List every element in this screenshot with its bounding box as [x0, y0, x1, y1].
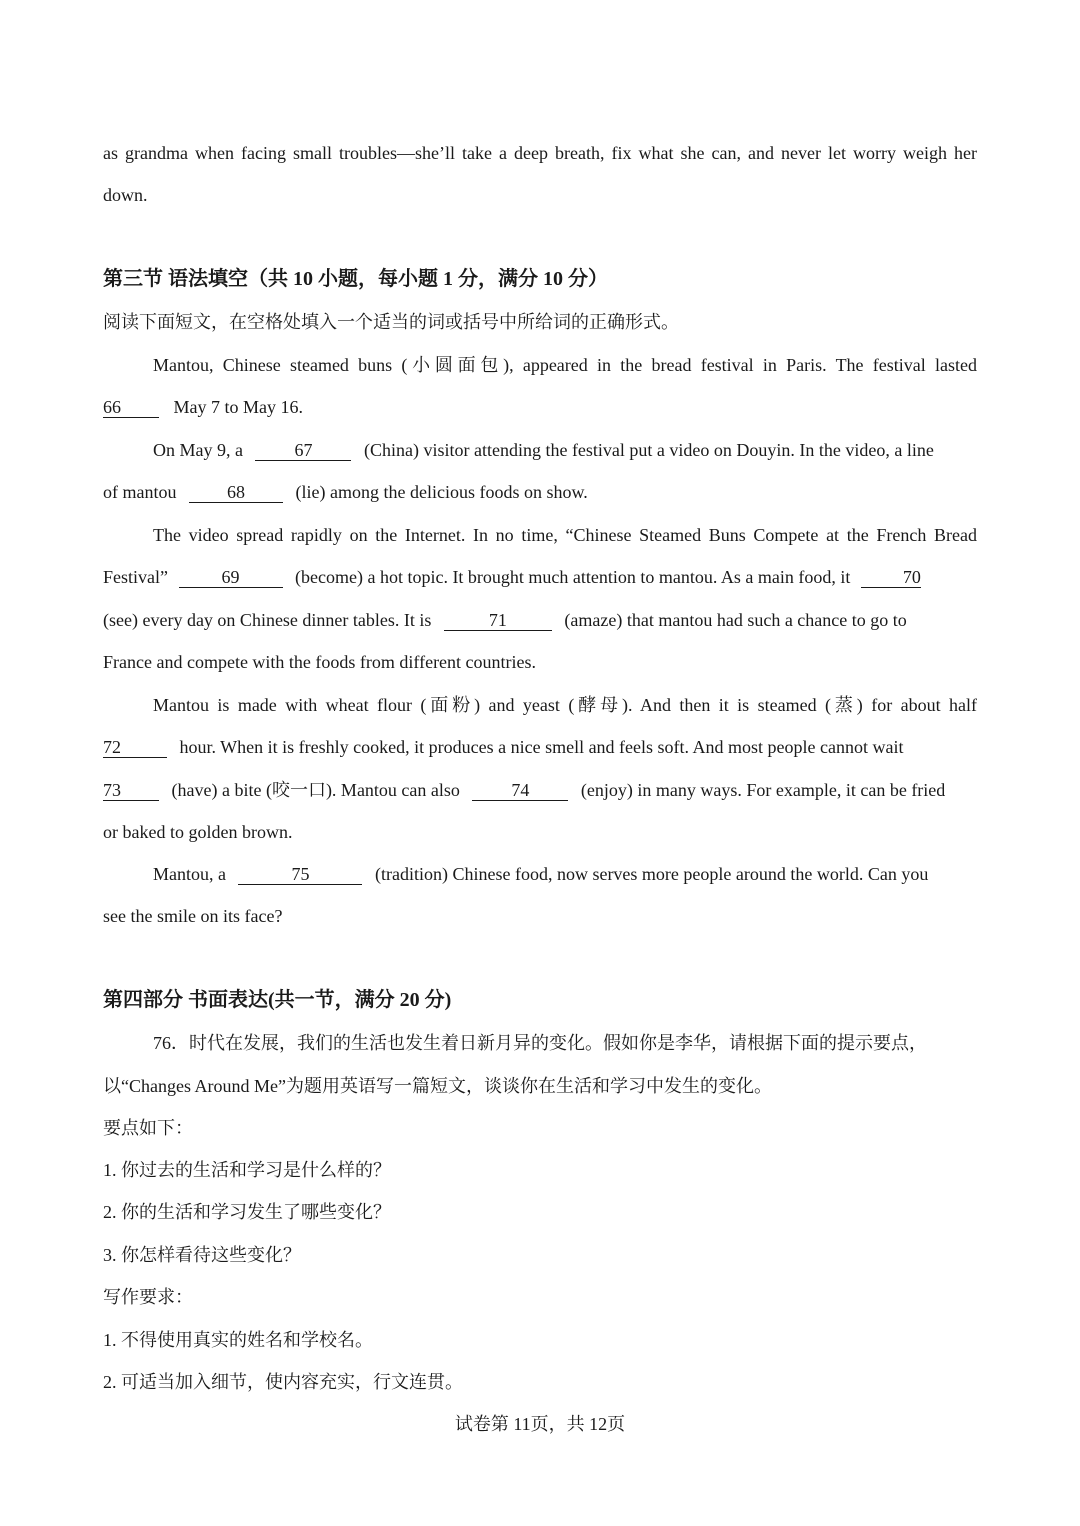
page-footer: 试卷第 11页，共 12页	[454, 1414, 626, 1434]
intro-line-2: down.	[103, 185, 148, 205]
points-title: 要点如下：	[103, 1118, 193, 1138]
p2-text-a: On May 9, a	[153, 440, 243, 460]
blank-69[interactable]: 69	[179, 567, 283, 588]
p2-text-c: (China) visitor attending the festival put a video on Douyin. In the video, a line	[363, 440, 934, 460]
p2-text-e: (lie) among the delicious foods on show.	[295, 482, 588, 502]
p5-line-1	[153, 862, 977, 886]
blank-67[interactable]: 67	[255, 440, 351, 461]
point-3: 3. 你怎样看待这些变化？	[103, 1245, 301, 1265]
q76-line-1: 76．时代在发展，我们的生活也发生着日新月异的变化。假如你是李华，请根据下面的提示要点，	[153, 1033, 927, 1053]
p3-text-e: (amaze) that mantou had such a chance to go to	[564, 610, 907, 630]
p2-text-d: of mantou	[103, 482, 177, 502]
p4-line-4: or baked to golden brown.	[103, 822, 293, 842]
p4-line-1: Mantou is made with wheat flour (面粉) and yeast (酵母). And then it is steamed (蒸) for about half	[153, 695, 977, 715]
blank-75[interactable]: 75	[238, 864, 362, 885]
blank-73[interactable]: 73	[103, 780, 159, 801]
intro-line-1: as grandma when facing small troubles—she’ll take a deep breath, fix what she can, and never let worry weigh her	[103, 143, 977, 163]
p1-text: May 7 to May 16.	[173, 397, 303, 417]
requirement-1: 1. 不得使用真实的姓名和学校名。	[103, 1330, 373, 1350]
p3-line-1: The video spread rapidly on the Internet. In no time, “Chinese Steamed Buns Compete at the French Bread	[153, 525, 977, 545]
blank-68[interactable]: 68	[189, 482, 283, 503]
p4-text-d: (enjoy) in many ways. For example, it can be fried	[580, 780, 946, 800]
section4-heading: 第四部分 书面表达(共一节，满分 20 分)	[103, 989, 452, 1011]
p3-text-d: (see) every day on Chinese dinner tables. It is	[103, 610, 432, 630]
p3-text-c: (become) a hot topic. It brought much attention to mantou. As a main food, it	[295, 567, 851, 587]
blank-72[interactable]: 72	[103, 737, 167, 758]
requirement-2: 2. 可适当加入细节，使内容充实，行文连贯。	[103, 1372, 463, 1392]
p4-line-3	[103, 778, 977, 802]
blank-74[interactable]: 74	[472, 780, 568, 801]
p5-text-b: (tradition) Chinese food, now serves more people around the world. Can you	[374, 864, 929, 884]
p4-text-b: hour. When it is freshly cooked, it produces a nice smell and feels soft. And most people cannot wait	[179, 737, 904, 757]
p3-line-3	[103, 608, 977, 632]
p4-line-2	[103, 735, 977, 759]
blank-66[interactable]: 66	[103, 397, 159, 418]
p3-line-2	[103, 565, 977, 589]
p2-line-1	[153, 438, 977, 462]
p3-text-b: Festival”	[103, 567, 168, 587]
p5-line-2: see the smile on its face?	[103, 906, 283, 926]
p3-line-4: France and compete with the foods from different countries.	[103, 652, 537, 672]
blank-70[interactable]: 70	[861, 567, 921, 588]
p1-line-1: Mantou, Chinese steamed buns (小圆面包), appeared in the bread festival in Paris. The festival lasted	[153, 355, 977, 375]
q76-line-2: 以“Changes Around Me”为题用英语写一篇短文，谈谈你在生活和学习中发生的变化。	[103, 1076, 772, 1096]
p5-text-a: Mantou, a	[153, 864, 226, 884]
requirements-title: 写作要求：	[103, 1287, 193, 1307]
section3-heading: 第三节 语法填空（共 10 小题，每小题 1 分，满分 10 分）	[103, 268, 608, 290]
p2-line-2	[103, 480, 977, 504]
blank-71[interactable]: 71	[444, 610, 552, 631]
p1-line-2	[103, 395, 977, 419]
section3-instruction: 阅读下面短文，在空格处填入一个适当的词或括号中所给词的正确形式。	[103, 312, 679, 332]
p4-text-c: (have) a bite (咬一口). Mantou can also	[171, 780, 460, 800]
point-1: 1. 你过去的生活和学习是什么样的？	[103, 1160, 391, 1180]
point-2: 2. 你的生活和学习发生了哪些变化？	[103, 1202, 391, 1222]
